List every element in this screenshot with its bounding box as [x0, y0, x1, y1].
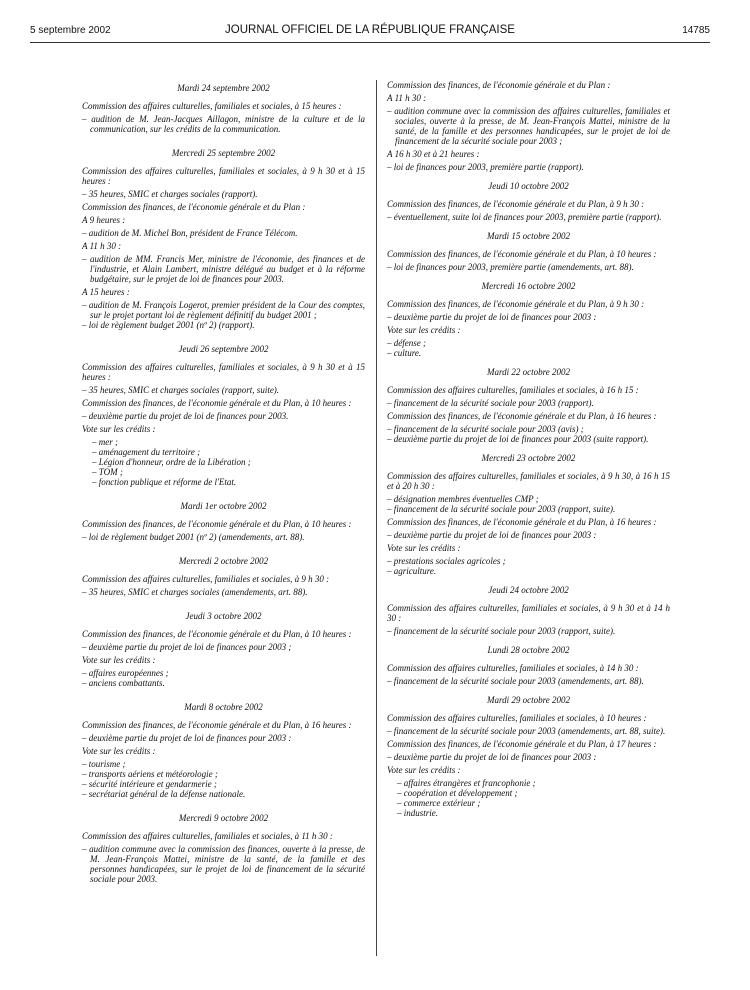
- agenda-item: – tourisme ;: [82, 759, 126, 769]
- agenda-item: – deuxième partie du projet de loi de finances pour 2003 (suite rapport).: [387, 434, 649, 444]
- agenda-text: A 15 heures :: [82, 287, 130, 297]
- agenda-list: [387, 626, 670, 636]
- agenda-section: [387, 231, 670, 272]
- agenda-item: – deuxième partie du projet de loi de finances pour 2003.: [82, 411, 289, 421]
- agenda-list: [82, 411, 365, 421]
- agenda-list: [82, 385, 365, 395]
- agenda-section: [387, 367, 670, 444]
- agenda-text: Commission des affaires culturelles, familiales et sociales, à 14 h 30 :: [387, 663, 639, 673]
- agenda-text: Commission des finances, de l'économie générale et du Plan :: [387, 80, 611, 90]
- agenda-item: – deuxième partie du projet de loi de finances pour 2003 :: [387, 752, 597, 762]
- agenda-text: Commission des finances, de l'économie générale et du Plan, à 17 heures :: [387, 739, 657, 749]
- section-date: Jeudi 10 octobre 2002: [488, 181, 569, 191]
- agenda-item: – financement de la sécurité sociale pour 2003 (rapport, suite).: [387, 626, 616, 636]
- agenda-list: [387, 778, 670, 818]
- agenda-item: – industrie.: [397, 808, 439, 818]
- agenda-list: [387, 556, 670, 576]
- agenda-item: – 35 heures, SMIC et charges sociales (amendements, art. 88).: [82, 587, 308, 597]
- section-date: Mercredi 16 octobre 2002: [481, 281, 576, 291]
- agenda-item: – financement de la sécurité sociale pour 2003 (rapport).: [387, 398, 594, 408]
- agenda-item: – deuxième partie du projet de loi de finances pour 2003 :: [387, 530, 597, 540]
- agenda-list: [387, 212, 670, 222]
- agenda-list: [387, 262, 670, 272]
- agenda-item: – loi de règlement budget 2001 (nº 2) (rapport).: [82, 320, 255, 330]
- agenda-list: [82, 759, 365, 799]
- agenda-item: – financement de la sécurité sociale pour 2003 (amendements, art. 88, suite).: [387, 726, 666, 736]
- agenda-text: A 16 h 30 et à 21 heures :: [387, 149, 480, 159]
- agenda-item: – mer ;: [92, 437, 118, 447]
- agenda-item: – deuxième partie du projet de loi de finances pour 2003 :: [387, 312, 597, 322]
- agenda-text: A 11 h 30 :: [387, 93, 427, 103]
- section-date: Mardi 24 septembre 2002: [177, 83, 270, 93]
- agenda-section: [82, 344, 365, 487]
- agenda-item: – audition commune avec la commission des affaires culturelles, familiales et sociales, ouverte à la presse, de M. Jean-François Mattei, ministre de la santé, de la famille et des personnes handicapées, sur le projet de loi de financement de la sécurité sociale pour 2003 ;: [387, 106, 670, 146]
- agenda-text: Commission des finances, de l'économie générale et du Plan, à 9 h 30 :: [387, 299, 645, 309]
- agenda-text: Commission des finances, de l'économie générale et du Plan, à 10 heures :: [82, 629, 352, 639]
- agenda-text: Commission des finances, de l'économie générale et du Plan, à 9 h 30 :: [387, 199, 645, 209]
- agenda-item: – anciens combattants.: [82, 678, 165, 688]
- agenda-text: Commission des affaires culturelles, familiales et sociales, à 10 heures :: [387, 713, 647, 723]
- agenda-item: – sécurité intérieure et gendarmerie ;: [82, 779, 217, 789]
- agenda-item: – affaires européennes ;: [82, 668, 169, 678]
- agenda-item: – prestations sociales agricoles ;: [387, 556, 506, 566]
- agenda-item: – audition de M. Michel Bon, président de France Télécom.: [82, 228, 298, 238]
- agenda-section: [387, 453, 670, 576]
- agenda-item: – commerce extérieur ;: [397, 798, 481, 808]
- agenda-section: [387, 281, 670, 358]
- agenda-list: [82, 642, 365, 652]
- agenda-list: [387, 424, 670, 444]
- agenda-list: [387, 312, 670, 322]
- agenda-text: Commission des affaires culturelles, familiales et sociales, à 9 h 30 :: [82, 574, 330, 584]
- section-date: Mardi 8 octobre 2002: [184, 702, 263, 712]
- agenda-section: [82, 702, 365, 799]
- agenda-item: – fonction publique et réforme de l'Etat.: [92, 477, 237, 487]
- agenda-text: Commission des affaires culturelles, familiales et sociales, à 9 h 30 et à 15 heures :: [82, 166, 365, 186]
- agenda-list: [387, 162, 670, 172]
- agenda-text: Vote sur les crédits :: [82, 746, 156, 756]
- agenda-list: [82, 437, 365, 487]
- agenda-item: – TOM ;: [92, 467, 123, 477]
- agenda-text: Commission des affaires culturelles, familiales et sociales, à 15 heures :: [82, 101, 342, 111]
- agenda-list: [82, 228, 365, 238]
- agenda-item: – financement de la sécurité sociale pour 2003 (rapport, suite).: [387, 504, 616, 514]
- agenda-list: [387, 106, 670, 146]
- agenda-section: [387, 695, 670, 818]
- agenda-list: [82, 254, 365, 284]
- agenda-list: [387, 676, 670, 686]
- agenda-text: Vote sur les crédits :: [387, 765, 461, 775]
- agenda-section: [82, 83, 365, 134]
- agenda-section: [387, 80, 670, 172]
- agenda-item: – secrétariat général de la défense nationale.: [82, 789, 246, 799]
- agenda-text: Vote sur les crédits :: [387, 325, 461, 335]
- section-date: Mercredi 23 octobre 2002: [481, 453, 576, 463]
- section-date: Mardi 1er octobre 2002: [180, 501, 267, 511]
- agenda-item: – 35 heures, SMIC et charges sociales (rapport, suite).: [82, 385, 280, 395]
- agenda-list: [387, 494, 670, 514]
- agenda-list: [82, 532, 365, 542]
- section-date: Mercredi 2 octobre 2002: [178, 556, 269, 566]
- agenda-item: – audition commune avec la commission des finances, ouverte à la presse, de M. Jean-François Mattei, ministre de la santé, de la famille et des personnes handicapées, sur le projet de loi de financement de la sécurité sociale pour 2003.: [82, 844, 365, 884]
- agenda-section: [82, 611, 365, 688]
- section-date: Jeudi 24 octobre 2002: [488, 585, 569, 595]
- agenda-item: – transports aériens et météorologie ;: [82, 769, 218, 779]
- agenda-item: – défense ;: [387, 338, 426, 348]
- agenda-item: – affaires étrangères et francophonie ;: [397, 778, 536, 788]
- agenda-item: – Légion d'honneur, ordre de la Libération ;: [92, 457, 251, 467]
- left-column: [82, 80, 365, 898]
- agenda-item: – audition de M. Jean-Jacques Aillagon, ministre de la culture et de la communication, sur les crédits de la communication.: [82, 114, 365, 134]
- agenda-item: – loi de finances pour 2003, première partie (rapport).: [387, 162, 584, 172]
- agenda-list: [82, 668, 365, 688]
- agenda-item: – audition de MM. Francis Mer, ministre de l'économie, des finances et de l'industrie, et Alain Lambert, ministre délégué au budget et à la réforme budgétaire, sur le projet de loi de finances pour 2003.: [82, 254, 365, 284]
- section-date: Mardi 29 octobre 2002: [486, 695, 571, 705]
- column-divider: [376, 80, 377, 956]
- agenda-list: [82, 300, 365, 330]
- header-date: 5 septembre 2002: [30, 25, 111, 36]
- agenda-list: [387, 398, 670, 408]
- agenda-item: – financement de la sécurité sociale pour 2003 (amendements, art. 88).: [387, 676, 644, 686]
- right-column: [387, 80, 670, 827]
- agenda-list: [82, 733, 365, 743]
- section-date: Jeudi 26 septembre 2002: [178, 344, 269, 354]
- agenda-item: – deuxième partie du projet de loi de finances pour 2003 :: [82, 733, 292, 743]
- agenda-item: – 35 heures, SMIC et charges sociales (rapport).: [82, 189, 258, 199]
- agenda-text: A 11 h 30 :: [82, 241, 122, 251]
- agenda-section: [82, 556, 365, 597]
- journal-title: JOURNAL OFFICIEL DE LA RÉPUBLIQUE FRANÇAISE: [225, 24, 515, 36]
- agenda-item: – financement de la sécurité sociale pour 2003 (avis) ;: [387, 424, 584, 434]
- agenda-text: Commission des affaires culturelles, familiales et sociales, à 9 h 30 et à 15 heures :: [82, 362, 365, 382]
- agenda-text: Vote sur les crédits :: [387, 543, 461, 553]
- agenda-item: – agriculture.: [387, 566, 437, 576]
- agenda-section: [82, 501, 365, 542]
- agenda-list: [387, 338, 670, 358]
- agenda-text: Commission des finances, de l'économie générale et du Plan, à 10 heures :: [82, 519, 352, 529]
- agenda-text: Commission des affaires culturelles, familiales et sociales, à 11 h 30 :: [82, 831, 333, 841]
- agenda-text: Commission des finances, de l'économie générale et du Plan, à 16 heures :: [387, 517, 657, 527]
- agenda-item: – aménagement du territoire ;: [92, 447, 201, 457]
- page-number: 14785: [682, 25, 710, 36]
- agenda-text: Commission des affaires culturelles, familiales et sociales, à 16 h 15 :: [387, 385, 639, 395]
- agenda-text: A 9 heures :: [82, 215, 126, 225]
- agenda-item: – désignation membres éventuelles CMP ;: [387, 494, 539, 504]
- agenda-text: Commission des finances, de l'économie générale et du Plan, à 10 heures :: [82, 398, 352, 408]
- section-date: Mercredi 9 octobre 2002: [178, 813, 269, 823]
- agenda-item: – culture.: [387, 348, 422, 358]
- agenda-text: Commission des finances, de l'économie générale et du Plan, à 16 heures :: [82, 720, 352, 730]
- agenda-list: [387, 752, 670, 762]
- agenda-section: [82, 813, 365, 884]
- agenda-list: [387, 726, 670, 736]
- agenda-list: [82, 114, 365, 134]
- section-date: Mardi 15 octobre 2002: [486, 231, 571, 241]
- agenda-item: – coopération et développement ;: [397, 788, 518, 798]
- agenda-item: – deuxième partie du projet de loi de finances pour 2003 ;: [82, 642, 292, 652]
- section-date: Mercredi 25 septembre 2002: [171, 148, 276, 158]
- agenda-section: [387, 585, 670, 636]
- section-date: Mardi 22 octobre 2002: [486, 367, 571, 377]
- agenda-item: – loi de règlement budget 2001 (nº 2) (amendements, art. 88).: [82, 532, 305, 542]
- agenda-text: Commission des affaires culturelles, familiales et sociales, à 9 h 30 et à 14 h 30 :: [387, 603, 670, 623]
- agenda-list: [82, 587, 365, 597]
- agenda-list: [82, 189, 365, 199]
- agenda-item: – audition de M. François Logerot, premier président de la Cour des comptes, sur le projet portant loi de règlement définitif du budget 2001 ;: [82, 300, 365, 320]
- agenda-item: – éventuellement, suite loi de finances pour 2003, première partie (rapport).: [387, 212, 662, 222]
- agenda-text: Commission des finances, de l'économie générale et du Plan, à 16 heures :: [387, 411, 657, 421]
- agenda-section: [387, 645, 670, 686]
- agenda-text: Vote sur les crédits :: [82, 424, 156, 434]
- agenda-list: [387, 530, 670, 540]
- agenda-section: [82, 148, 365, 330]
- page-header: [30, 24, 710, 43]
- section-date: Jeudi 3 octobre 2002: [185, 611, 262, 621]
- section-date: Lundi 28 octobre 2002: [487, 645, 570, 655]
- agenda-text: Vote sur les crédits :: [82, 655, 156, 665]
- agenda-list: [82, 844, 365, 884]
- agenda-text: Commission des finances, de l'économie générale et du Plan, à 10 heures :: [387, 249, 657, 259]
- agenda-text: Commission des affaires culturelles, familiales et sociales, à 9 h 30, à 16 h 15 et à 20 h 30 :: [387, 471, 670, 491]
- agenda-section: [387, 181, 670, 222]
- agenda-text: Commission des finances, de l'économie générale et du Plan :: [82, 202, 306, 212]
- agenda-item: – loi de finances pour 2003, première partie (amendements, art. 88).: [387, 262, 634, 272]
